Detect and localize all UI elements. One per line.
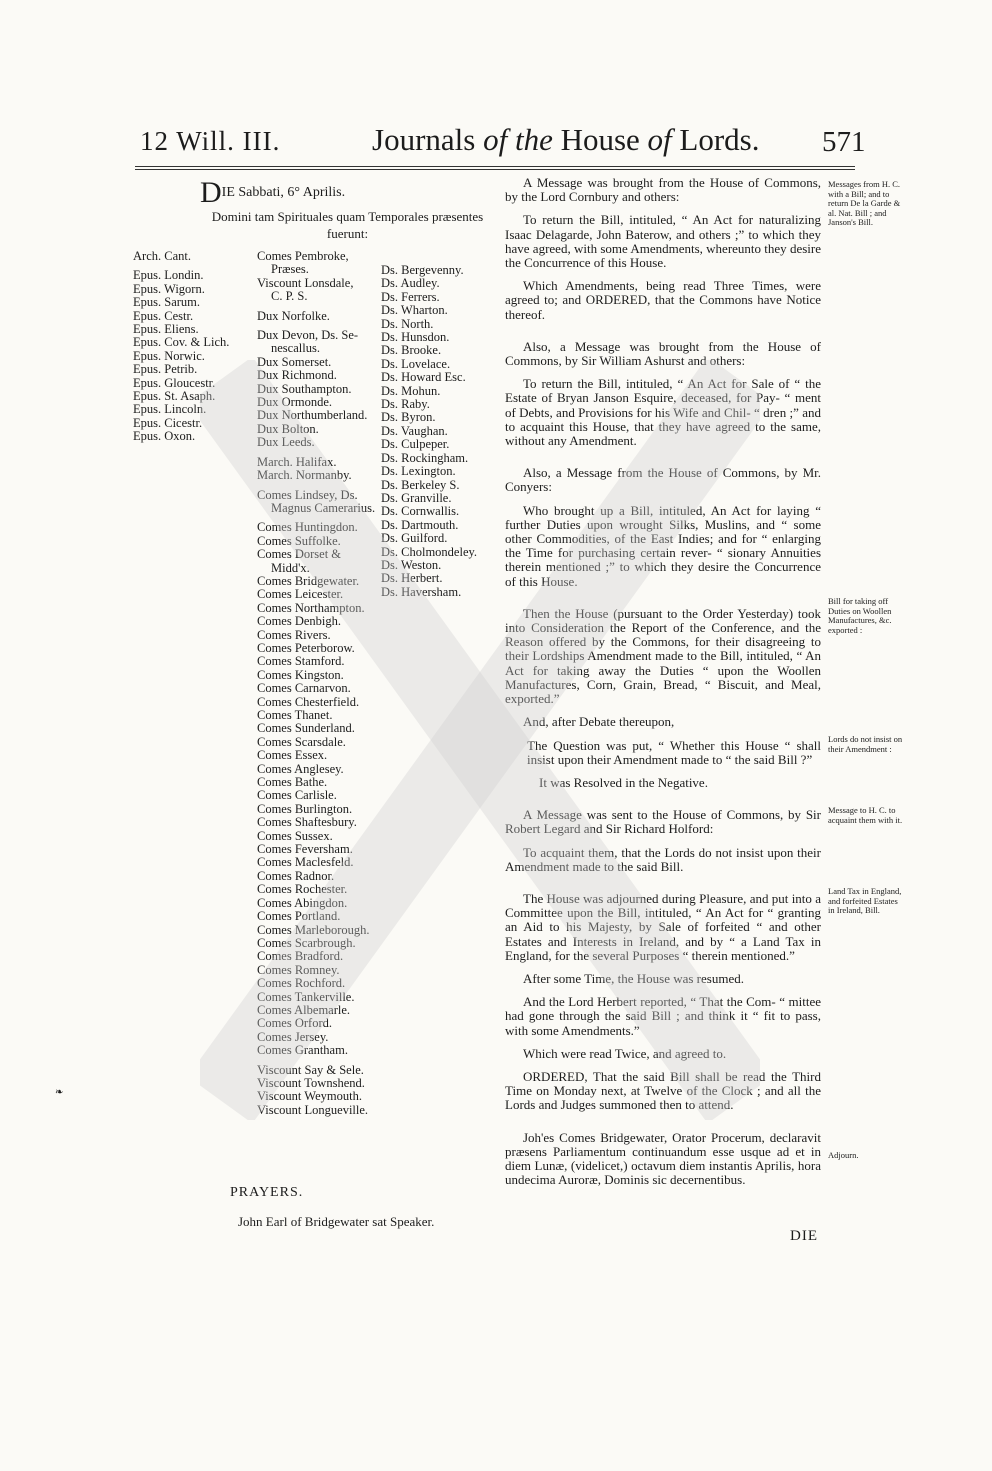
margin-note: Adjourn.: [828, 1150, 859, 1160]
attendance-name: Dux Ormonde.: [257, 395, 332, 410]
drop-cap: D: [200, 176, 222, 209]
margin-note: Lords do not insist on their Amendment :: [828, 734, 903, 754]
attendance-name: Comes Bridgewater.: [257, 573, 360, 588]
attendance-name: Viscount Lonsdale,: [257, 275, 354, 290]
attendance-name: Comes Rochester.: [257, 882, 348, 897]
attendance-name: Ds. Bergevenny.: [381, 263, 464, 277]
paragraph: Which were read Twice, and agreed to.: [523, 1045, 727, 1061]
attendance-name: Comes Chesterfield.: [257, 694, 360, 709]
attendance-name: Magnus Camerarius.: [271, 500, 376, 515]
attendance-name: nescallus.: [271, 341, 320, 356]
attendance-name: Ds. Brooke.: [381, 343, 442, 358]
attendance-name: Comes Stamford.: [257, 654, 345, 669]
attendance-column-barons: [381, 264, 477, 599]
attendance-name: Comes Sunderland.: [257, 721, 355, 736]
paragraph: Also, a Message was brought from the House of Commons, by Sir William Ashurst and others:: [505, 338, 821, 369]
attendance-name: Comes Scarsdale.: [257, 734, 346, 749]
attendance-name: Viscount Longueville.: [257, 1102, 369, 1117]
attendance-name: Comes Anglesey.: [257, 761, 344, 776]
attendance-name: Ds. Haversham.: [381, 584, 462, 599]
attendance-name: Dux Northumberland.: [257, 408, 368, 423]
attendance-name: Comes Northampton.: [257, 600, 365, 615]
attendance-name: Ds. Rockingham.: [381, 450, 469, 465]
attendance-name: Epus. Cicestr.: [133, 415, 203, 430]
present-heading: Domini tam Spirituales quam Temporales præsentes fuerunt:: [211, 209, 484, 241]
margin-note: Message to H. C. to acquaint them with it.: [828, 805, 903, 825]
attendance-name: Epus. Cov. & Lich.: [133, 335, 230, 350]
attendance-name: Ds. Mohun.: [381, 383, 441, 398]
attendance-name: Dux Richmond.: [257, 368, 337, 383]
attendance-name: Dux Leeds.: [257, 435, 315, 450]
question-paragraph: The Question was put, “ Whether this House “ shall insist upon their Amendment made to “ the said Bill ?”: [527, 737, 821, 767]
attendance-name: Epus. Oxon.: [133, 429, 196, 444]
attendance-name: Ds. Herbert.: [381, 571, 443, 586]
speaker-line: John Earl of Bridgewater sat Speaker.: [238, 1214, 435, 1229]
title-house: House: [560, 122, 640, 157]
attendance-name: Epus. Petrib.: [133, 362, 198, 377]
attendance-name: Comes Feversham.: [257, 842, 353, 857]
attendance-name: Comes Thanet.: [257, 708, 333, 722]
header-regnal-year: 12 Will. III.: [140, 126, 281, 156]
attendance-name: Ds. Howard Esc.: [381, 370, 466, 385]
attendance-name: Epus. Londin.: [133, 268, 204, 283]
attendance-name: Epus. Eliens.: [133, 322, 199, 337]
journal-title: [372, 122, 760, 158]
attendance-name: Comes Huntingdon.: [257, 520, 358, 535]
attendance-name: Epus. St. Asaph.: [133, 389, 216, 404]
resolution-paragraph: It was Resolved in the Negative.: [539, 774, 708, 790]
attendance-name: Ds. Audley.: [381, 276, 440, 291]
paragraph: After some Time, the House was resumed.: [523, 970, 744, 986]
attendance-name: Ds. Ferrers.: [381, 289, 440, 304]
paragraph: ORDERED, That the said Bill shall be read the Third Time on Monday next, at Twelve of the Clock ; and all the Lords and Judges summoned then to attend.: [505, 1068, 821, 1113]
attendance-name: Comes Carlisle.: [257, 788, 337, 803]
paragraph: The House was adjourned during Pleasure, and put into a Committee upon the Bill, intituled, “ An Act for “ granting an Aid to his Majesty, by Sale of forfeited “ and other Estates and Interests in Ireland, and by “ a Land Tax in England, for the several Purposes “ therein mentioned.”: [505, 890, 821, 963]
paragraph: And the Lord Herbert reported, “ That the Com- “ mittee had gone through the said Bill ; and think it “ fit to pass, with some Amendments.”: [505, 994, 821, 1038]
attendance-name: Dux Southampton.: [257, 381, 352, 396]
attendance-name: Epus. Lincoln.: [133, 402, 207, 417]
attendance-name: Ds. North.: [381, 316, 434, 331]
attendance-name: Comes Radnor.: [257, 868, 335, 883]
sitting-date-text: IE Sabbati, 6° Aprilis.: [221, 185, 346, 200]
attendance-name: March. Normanby.: [257, 468, 352, 483]
paragraph: Also, a Message from the House of Commons, by Mr. Conyers:: [505, 465, 821, 495]
attendance-name: Viscount Say & Sele.: [257, 1062, 364, 1077]
attendance-name: Comes Suffolke.: [257, 533, 341, 548]
attendance-name: C. P. S.: [271, 289, 308, 304]
attendance-name: Comes Scarbrough.: [257, 935, 356, 950]
paragraph: To return the Bill, intituled, “ An Act for naturalizing Isaac Delagarde, John Baterow, and others ;” to which they have agreed, with some Amendments, whereunto they desire the Concurrence of this House.: [505, 212, 821, 271]
attendance-name: Ds. Cornwallis.: [381, 504, 460, 519]
paragraph: Who brought up a Bill, intituled, An Act for laying “ further Duties upon wrought Silks, Muslins, and “ some other Commodities, of the East Indies; and for “ enlarging the Time for purchasing certain rever- “ sionary Annuities therein mentioned ;” to which they desire the Concurrence of this House.: [505, 502, 821, 589]
attendance-name: Epus. Norwic.: [133, 348, 205, 363]
paragraph: Which Amendments, being read Three Times, were agreed to; and ORDERED, that the Commons have Notice thereof.: [505, 278, 821, 322]
attendance-name: Viscount Townshend.: [257, 1075, 365, 1090]
prayers-heading: PRAYERS.: [230, 1185, 304, 1200]
attendance-column-bishops: [133, 250, 229, 444]
adjournment-paragraph: Joh'es Comes Bridgewater, Orator Procerum, declaravit præsens Parliamentum continuandum esse usque ad et in diem Lunæ, (videlicet,) octavum diem instantis Aprilis, hora undecima Auroræ, Dominis sic decernentibus.: [505, 1129, 821, 1188]
attendance-name: Præses.: [271, 262, 309, 277]
attendance-name: Comes Grantham.: [257, 1043, 348, 1058]
attendance-name: Comes Maclesfeld.: [257, 855, 354, 870]
attendance-name: Comes Bradford.: [257, 949, 344, 964]
attendance-name: Ds. Lexington.: [381, 464, 456, 479]
attendance-name: Ds. Cholmondeley.: [381, 544, 478, 559]
attendance-name: Ds. Byron.: [381, 410, 436, 425]
attendance-name: Epus. Sarum.: [133, 295, 201, 310]
attendance-name: Comes Abingdon.: [257, 895, 348, 910]
title-the: the: [514, 122, 553, 157]
catchword: DIE: [790, 1228, 818, 1244]
attendance-name: Comes Leicester.: [257, 587, 344, 602]
attendance-name: Ds. Lovelace.: [381, 356, 451, 371]
attendance-name: Comes Jersey.: [257, 1029, 329, 1044]
attendance-name: Comes Albemarle.: [257, 1002, 351, 1017]
attendance-name: Comes Rivers.: [257, 627, 331, 642]
paragraph: A Message was brought from the House of Commons, by the Lord Cornbury and others:: [505, 175, 821, 205]
attendance-name: Comes Marleborough.: [257, 922, 370, 937]
attendance-name: Dux Somerset.: [257, 354, 332, 369]
attendance-name: Comes Carnarvon.: [257, 681, 351, 696]
attendance-name: Comes Rochford.: [257, 976, 346, 991]
attendance-name: Ds. Guilford.: [381, 531, 448, 546]
attendance-name: Ds. Vaughan.: [381, 423, 448, 438]
page-number: 571: [822, 126, 866, 158]
margin-note: Land Tax in England, and forfeited Estates in Ireland, Bill.: [828, 886, 902, 915]
paragraph: Then the House (pursuant to the Order Yesterday) took into Consideration the Report of the Conference, and the Reason offered by the Commons, for their disagreeing to their Lordships Amendment made to the Bill, intituled, “ An Act for taking away the Duties “ upon the Woollen Manufactures, Corn, Grain, Bread, “ Biscuit, and Meal, exported.”: [505, 605, 821, 707]
proceedings-column: [505, 176, 821, 1196]
attendance-name: Ds. Granville.: [381, 490, 452, 505]
attendance-name: Dux Bolton.: [257, 421, 319, 436]
attendance-name: Ds. Culpeper.: [381, 437, 450, 452]
paragraph: To acquaint them, that the Lords do not insist upon their Amendment made to the said Bill.: [505, 844, 821, 874]
attendance-name: Epus. Cestr.: [133, 308, 194, 323]
attendance-column-peers: [257, 250, 375, 1117]
attendance-name: Ds. Dartmouth.: [381, 517, 459, 532]
title-lords: Lords.: [679, 122, 760, 157]
attendance-name: Comes Essex.: [257, 748, 328, 763]
attendance-name: Comes Portland.: [257, 909, 341, 924]
attendance-name: Ds. Hunsdon.: [381, 330, 450, 345]
attendance-name: Arch. Cant.: [133, 249, 191, 263]
attendance-name: Comes Bathe.: [257, 775, 328, 790]
attendance-name: Ds. Raby.: [381, 397, 430, 412]
attendance-name: Comes Shaftesbury.: [257, 815, 357, 830]
attendance-name: Comes Dorset &: [257, 547, 342, 562]
attendance-name: Ds. Weston.: [381, 557, 442, 572]
attendance-name: Comes Kingston.: [257, 667, 344, 682]
attendance-name: Viscount Weymouth.: [257, 1089, 362, 1104]
attendance-name: Comes Tankerville.: [257, 989, 355, 1004]
title-of-2: of: [647, 122, 672, 157]
margin-note: Bill for taking off Duties on Woollen Manufactures, &c. exported :: [828, 596, 892, 635]
title-of-1: of: [483, 122, 508, 157]
title-journals: Journals: [372, 122, 476, 157]
sitting-date: [200, 176, 345, 210]
attendance-name: Comes Lindsey, Ds.: [257, 487, 358, 502]
attendance-name: Ds. Berkeley S.: [381, 477, 460, 492]
paragraph: To return the Bill, intituled, “ An Act for Sale of “ the Estate of Bryan Janson Esquire, deceased, for Pay- “ ment of Debts, and Provisions for his Wife and Chil- “ dren ;” and to acquaint this House, that they have agreed to the same, without any Amendment.: [505, 376, 821, 449]
attendance-name: Comes Denbigh.: [257, 614, 342, 629]
attendance-name: Dux Norfolke.: [257, 308, 330, 323]
header-rule-2: [135, 169, 855, 170]
attendance-name: Ds. Wharton.: [381, 303, 448, 318]
attendance-name: Comes Orford.: [257, 1016, 332, 1031]
attendance-name: Comes Pembroke,: [257, 249, 349, 263]
attendance-name: Dux Devon, Ds. Se-: [257, 328, 359, 343]
attendance-name: Comes Peterborow.: [257, 640, 355, 655]
attendance-name: Midd'x.: [271, 560, 310, 575]
margin-note: Messages from H. C. with a Bill; and to return De la Garde & al. Nat. Bill ; and Janson's Bill.: [828, 179, 901, 227]
stray-mark: ❧: [55, 1087, 64, 1098]
attendance-name: Epus. Gloucestr.: [133, 375, 216, 390]
header-rule: [135, 166, 855, 167]
attendance-name: Epus. Wigorn.: [133, 281, 205, 296]
paragraph: A Message was sent to the House of Commons, by Sir Robert Legard and Sir Richard Holford:: [505, 807, 821, 837]
attendance-name: March. Halifax.: [257, 454, 337, 469]
paragraph: And, after Debate thereupon,: [523, 714, 675, 730]
attendance-name: Comes Burlington.: [257, 801, 353, 816]
attendance-name: Comes Sussex.: [257, 828, 333, 843]
attendance-name: Comes Romney.: [257, 962, 340, 977]
